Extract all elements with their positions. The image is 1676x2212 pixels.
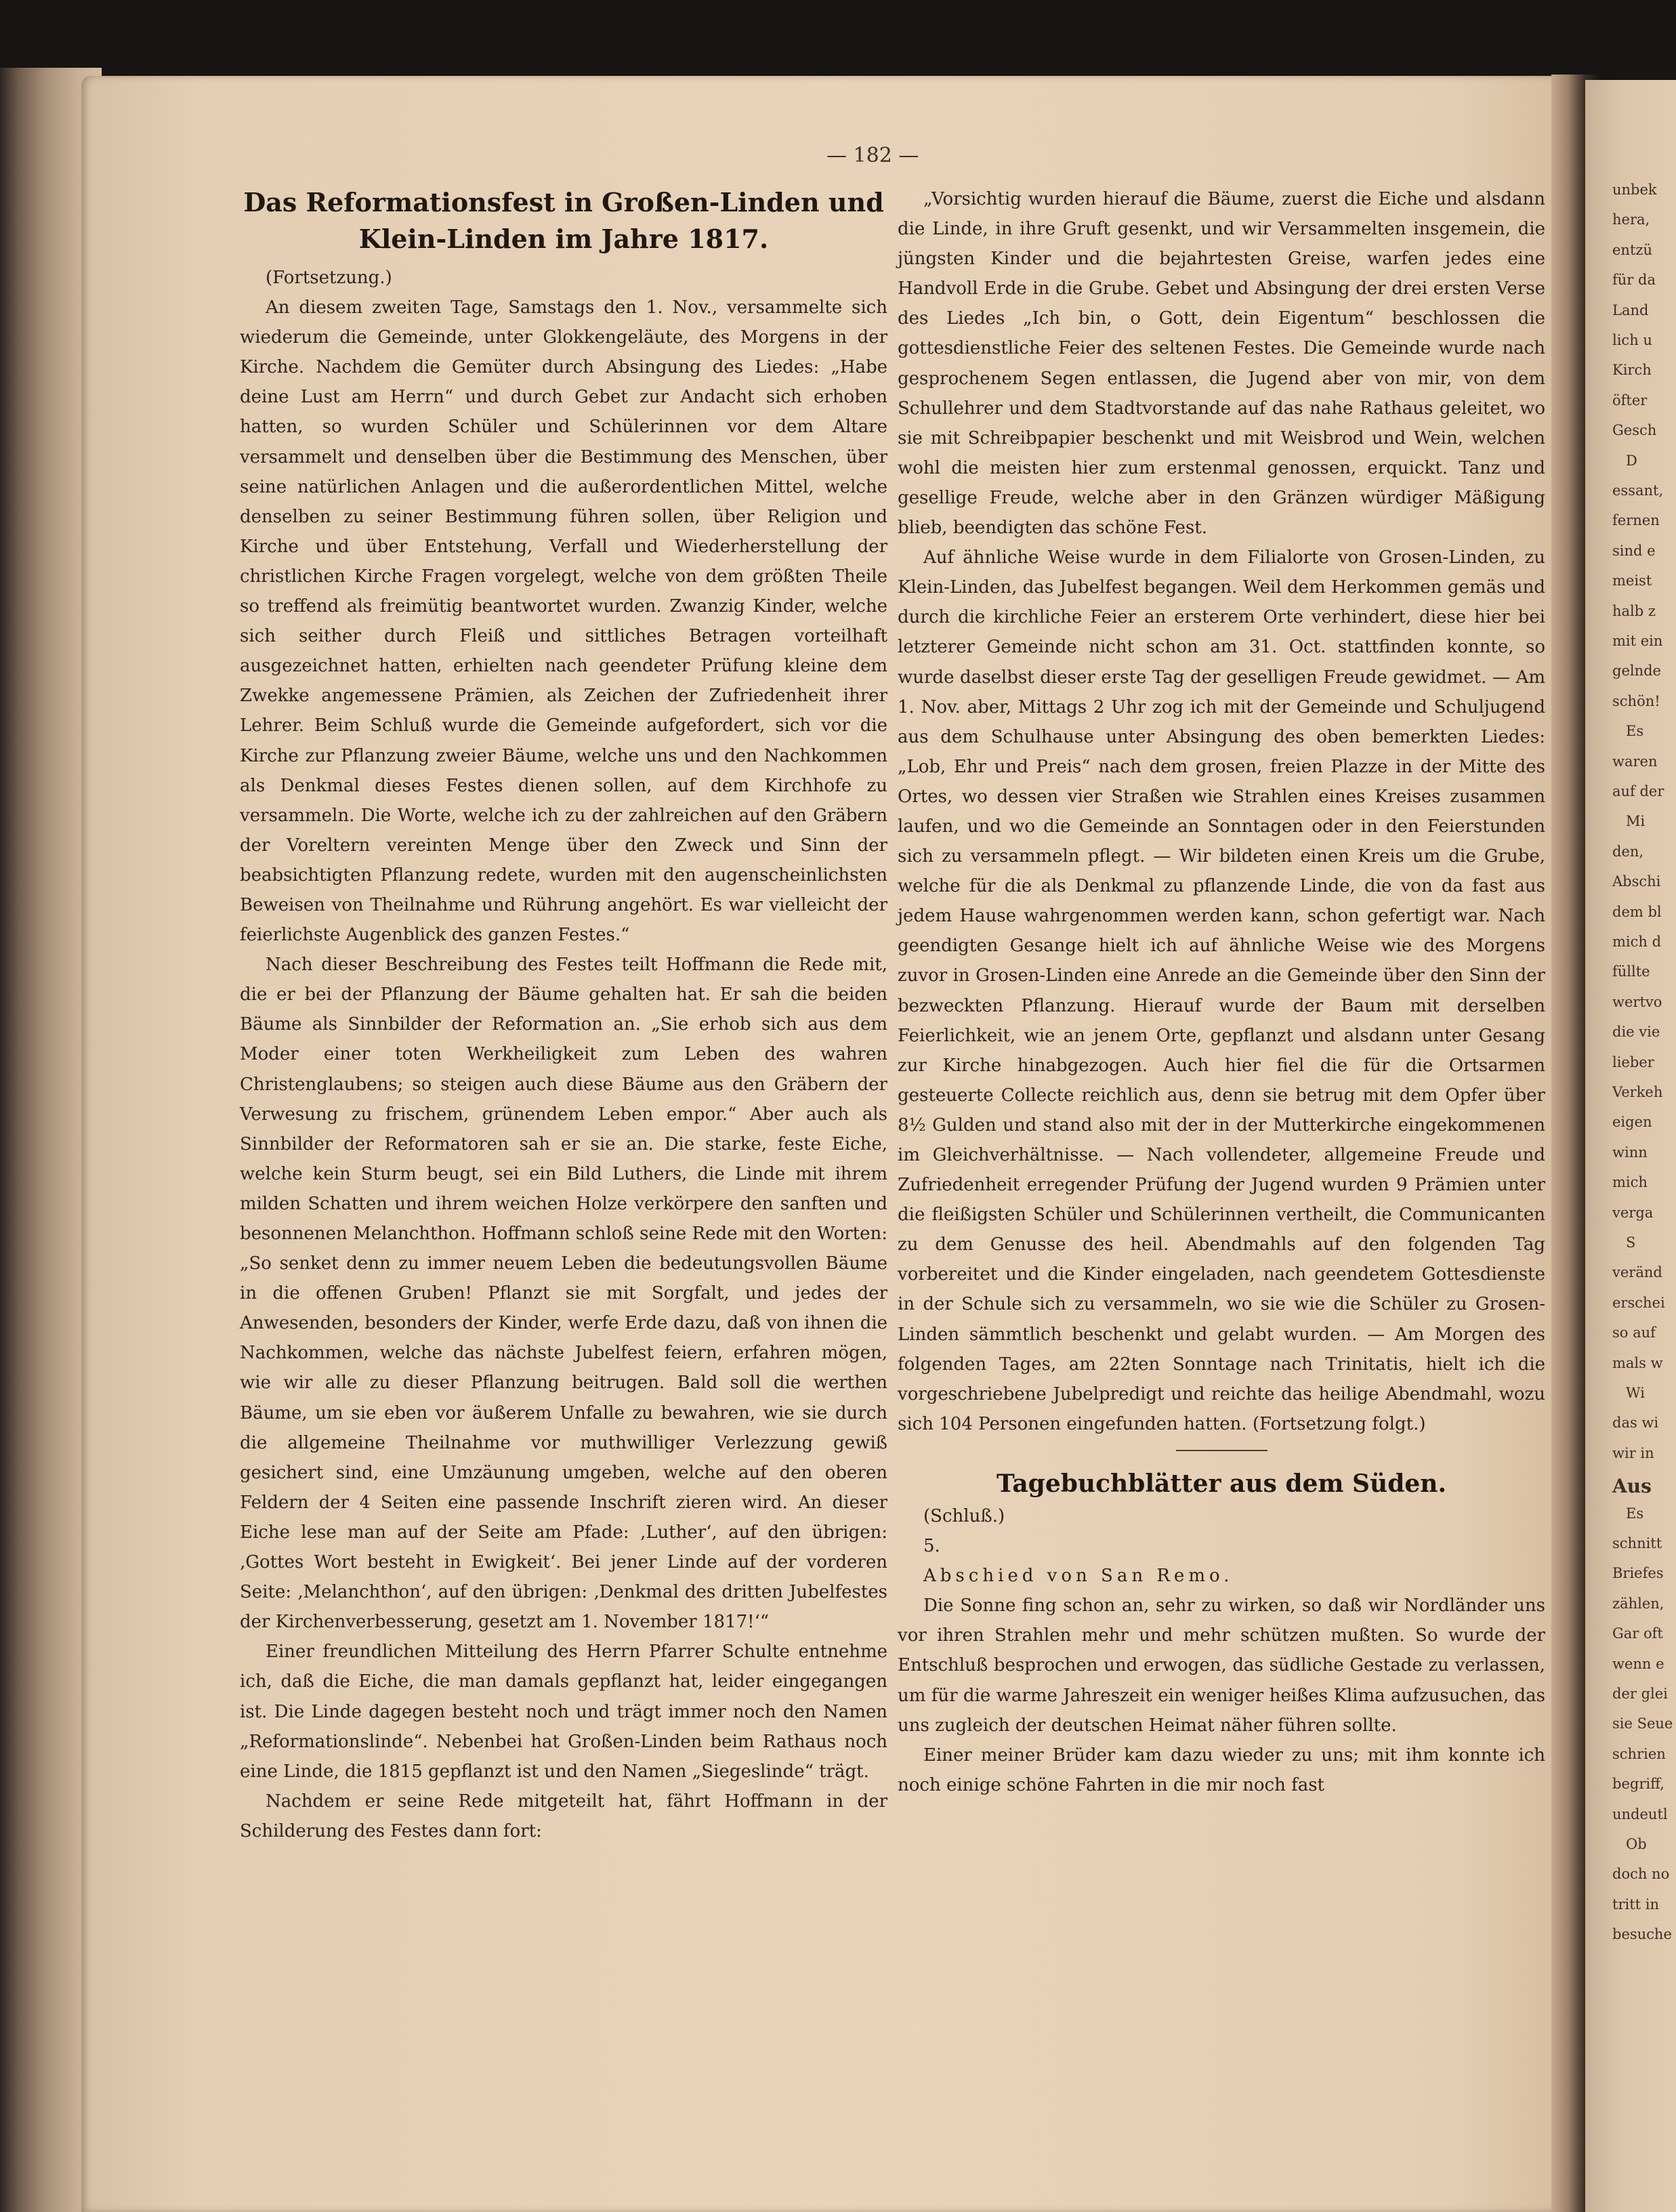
next-page-fragment: lieber [1612,1053,1654,1070]
next-page-fragment: verga [1612,1204,1654,1221]
paragraph: Nachdem er seine Rede mitgeteilt hat, fährt Hoffmann in der Schilderung des Festes dann fort: [240,1791,887,1841]
next-page-fragment: S [1626,1234,1636,1251]
next-page-fragment: Gar oft [1612,1625,1663,1642]
next-page-fragment: der glei [1612,1686,1668,1702]
paragraph: Auf ähnliche Weise wurde in dem Filialorte von Grosen-Linden, zu Klein-Linden, das Jubelfest begangen. Weil dem Herkommen gemäs und durch die kirchliche Feier an ersterem Orte verhindert, diese hier bei letzterer Gemeinde nicht schon am 31. Oct. stattfinden konnte, so wurde daselbst dieser erste Tag der geselligen Freude gewidmet. — Am 1. Nov. aber, Mittags 2 Uhr zog ich mit der Gemeinde und Schuljugend aus dem Schulhause unter Absingung des oben bemerkten Liedes: „Lob, Ehr und Preis“ nach dem grosen, freien Plazze in der Mitte des Ortes, wo dessen vier Straßen wie Strahlen eines Kreises zusammen laufen, und wo die Gemeinde an Sonntagen oder in den Feierstunden sich zu versammeln pflegt. — Wir bildeten einen Kreis um die Grube, welche für die als Denkmal zu pflanzende Linde, die von da fast aus jedem Hause wahrgenommen werden kann, schon gefertigt war. Nach geendigten Gesange hielt ich auf ähnliche Weise wie des Morgens zuvor in Grosen-Linden eine Anrede an die Gemeinde über den Sinn der bezweckten Pflanzung. Hierauf wurde der Baum mit derselben Feierlichkeit, wie an jenem Orte, gepflanzt und alsdann unter Gesang zur Kirche hinabgezogen. Auch hier fiel die für die Ortsarmen gesteuerte Collecte reichlich aus, denn sie betrug mit dem Opfer über 8½ Gulden und stand also mit der in der Mutterkirche eingekommenen im Gleichverhältnisse. — Nach vollendeter, allgemeine Freude und Zufriedenheit erregender Prüfung der Jugend wurden 9 Prämien unter die fleißigsten Schüler und Schülerinnen vertheilt, die Communicanten zu dem Genusse des heil. Abendmahls auf den folgenden Tag vorbereitet und die Kinder eingeladen, nach geendetem Gottesdienste in der Schule sich zu versammeln, wo sie wie die Schüler zu Grosen-Linden sämmtlich beschenkt und gelabt wurden. — Am Morgen des folgenden Tages, am 22ten Sonntage nach Trinitatis, hielt ich die vorgeschriebene Jubelpredigt und reichte das heilige Abendmahl, wozu sich 104 Personen eingefunden hatten. (Fortsetzung folgt.) [898,547,1545,1434]
section-divider [1176,1450,1268,1451]
next-page-fragment: begriff, [1612,1776,1664,1793]
next-page-fragment: sind e [1612,542,1656,559]
paragraph: An diesem zweiten Tage, Samstags den 1. Nov., versammelte sich wiederum die Gemeinde, unter Glokkengeläute, des Morgens in der Kirche. Nachdem die Gemüter durch Absingung des Liedes: „Habe deine Lust am Herrn“ und durch Gebet zur Andacht sich erhoben hatten, so wurden Schüler und Schülerinnen vor dem Altare versammelt und denselben über die Bestimmung des Menschen, über seine natürlichen Anlagen und die außerordentlichen Mittel, welche denselben zu seiner Bestimmung führen sollen, über Religion und Kirche und über Entstehung, Verfall und Wiederherstellung der christlichen Kirche Fragen vorgelegt, welche von dem größten Theile so treffend als freimütig beantwortet wurden. Zwanzig Kinder, welche sich seither durch Fleiß und sittliches Betragen vorteilhaft ausgezeichnet hatten, erhielten nach geendeter Prüfung kleine dem Zwekke angemessene Prämien, als Zeichen der Zufriedenheit ihrer Lehrer. Beim Schluß wurde die Gemeinde aufgefordert, sich vor die Kirche zur Pflanzung zweier Bäume, welche uns und den Nachkommen als Denkmal dieses Festes dienen sollen, auf dem Kirchhofe zu versammeln. Die Worte, welche ich zu der zahlreichen auf den Gräbern der Voreltern vereinten Menge über den Zweck und Sinn der beabsichtigten Pflanzung redete, wurden mit den augenscheinlichsten Beweisen von Theilnahme und Rührung angehört. Es war vielleicht der feierlichste Augenblick des ganzen Festes.“ [240,297,887,946]
next-page-fragment: wertvo [1612,993,1662,1010]
next-page-fragment: öfter [1612,392,1648,409]
section-title: Abschied von San Remo. [923,1566,1234,1587]
next-page-fragment: für da [1612,272,1656,289]
next-page-fragment: sie Seue [1612,1715,1673,1732]
next-page-fragment: schön! [1612,692,1660,709]
next-page-fragment: essant, [1612,482,1664,499]
next-page-fragment: mit ein [1612,633,1663,649]
next-page-fragment: hera, [1612,211,1650,228]
paragraph: Einer freundlichen Mitteilung des Herrn Pfarrer Schulte entnehme ich, daß die Eiche, die man damals gepflanzt hat, leider eingegangen ist. Die Linde dagegen besteht noch und trägt immer noch den Namen „Reformationslinde“. Nebenbei hat Großen-Linden beim Rathaus noch eine Linde, die 1815 gepflanzt ist und den Namen „Siegeslinde“ trägt. [240,1642,887,1782]
next-page-fragment: Abschi [1612,873,1661,890]
next-page-fragment: Kirch [1612,362,1652,379]
next-page-fragment: tritt in [1612,1896,1659,1913]
next-page-fragment: unbek [1612,182,1657,198]
next-page-fragment: Es [1626,723,1644,740]
next-page-fragment: Es [1626,1505,1644,1522]
paragraph: „Vorsichtig wurden hierauf die Bäume, zuerst die Eiche und alsdann die Linde, in ihre Gruft gesenkt, und wir Versammelten insgemein, die jüngsten Kinder und die bejahrtesten Greise, warfen jedes eine Handvoll Erde in die Grube. Gebet und Absingung der drei ersten Verse des Liedes „Ich bin, o Gott, dein Eigentum“ beschlossen die gottesdienstliche Feier des seltenen Festes. Die Gemeinde wurde nach gesprochenem Segen entlassen, die Jugend aber von mir, von dem Schullehrer und dem Stadtvorstande auf das nahe Rathaus geleitet, wo sie mit Schreibpapier beschenkt und mit Weisbrod und Wein, welchen wohl die meisten hier zum erstenmal genossen, erquickt. Tanz und gesellige Freude, welche aber in den Gränzen würdiger Mäßigung blieb, beendigten das schöne Fest. [898,189,1545,539]
next-page-fragment: Land [1612,301,1649,318]
paragraph: Die Sonne fing schon an, sehr zu wirken, so daß wir Nordländer uns vor ihren Strahlen mehr und mehr schützen mußten. So wurde der Entschluß besprochen und erwogen, das südliche Gestade zu verlassen, um für die warme Jahreszeit ein weniger heißes Klima aufzusuchen, das uns zugleich der deutschen Heimat näher führen sollte. [898,1595,1545,1736]
paragraph: Nach dieser Beschreibung des Festes teilt Hoffmann die Rede mit, die er bei der Pflanzung der Bäume gehalten hat. Er sah die beiden Bäume als Sinnbilder der Reformation an. „Sie erhob sich aus dem Moder einer toten Werkheiligkeit zum Leben des wahren Christenglaubens; so steigen auch diese Bäume aus den Gräbern der Verwesung zu frischem, grünendem Leben empor.“ Aber auch als Sinnbilder der Reformatoren sah er sie an. Die starke, feste Eiche, welche kein Sturm beugt, sei ein Bild Luthers, die Linde mit ihrem milden Schatten und ihrem weichen Holze verkörpere den sanften und besonnenen Melanchthon. Hoffmann schloß seine Rede mit den Worten: „So senket denn zu immer neuem Leben die bedeutungsvollen Bäume in die offenen Gruben! Pflanzt sie mit Sorgfalt, und jedes der Anwesenden, besonders der Kinder, werfe Erde dazu, daß von ihnen die Nachkommen, welche das nächste Jubelfest feiern, erfahren mögen, wie wir alle zu dieser Pflanzung beitrugen. Bald soll die werthen Bäume, um sie eben vor äußerem Unfalle zu bewahren, wie sie durch die allgemeine Theilnahme vor muthwilliger Verlezzung gewiß gesichert sind, eine Umzäunung umgeben, welche auf den oberen Feldern der 4 Seiten eine passende Inschrift zieren wird. An dieser Eiche lese man auf der Seite am Pfade: ‚Luther‘, auf den übrigen: ‚Gottes Wort besteht in Ewigkeit‘. Bei jener Linde auf der vorderen Seite: ‚Melanchthon‘, auf den übrigen: ‚Denkmal des dritten Jubelfestes der Kirchenverbesserung, gesetzt am 1. November 1817!‘“ [240,955,887,1633]
next-page-fragment: schnitt [1612,1535,1662,1551]
next-page-fragment: D [1626,452,1637,469]
next-page-fragment: Mi [1626,813,1646,830]
next-page-fragment: mich [1612,1174,1648,1191]
next-page-fragment: füllte [1612,963,1650,980]
next-page-fragment: zählen, [1612,1595,1664,1612]
next-page-fragment: wenn e [1612,1655,1664,1672]
article-subtitle: (Fortsetzung.) [266,268,392,288]
next-page-fragment: winn [1612,1144,1648,1161]
next-page-fragment: wir in [1612,1444,1654,1461]
next-page-fragment: das wi [1612,1415,1659,1432]
next-page-fragment: Aus [1612,1475,1652,1498]
article-title: Das Reformationsfest in Großen-Linden und Klein-Linden im Jahre 1817. [243,187,884,254]
next-page-fragment: eigen [1612,1114,1652,1131]
next-page-fragment: schrien [1612,1745,1666,1762]
next-page-fragment: mich d [1612,934,1662,950]
right-column [898,184,1545,1800]
second-article-title: Tagebuchblätter aus dem Süden. [997,1469,1446,1498]
next-page-fragment: undeutl [1612,1806,1668,1822]
next-page-fragment: entzü [1612,241,1652,258]
next-page-fragment: auf der [1612,783,1664,799]
paragraph: Einer meiner Brüder kam dazu wieder zu uns; mit ihm konnte ich noch einige schöne Fahrten in die mir noch fast [898,1745,1545,1795]
next-page-fragment: erschei [1612,1294,1665,1311]
chapter-number: 5. [923,1536,940,1557]
next-page-fragment: lich u [1612,332,1652,348]
next-page-fragment: Ob [1626,1836,1647,1852]
next-page-fragment: Gesch [1612,422,1657,439]
second-article-subtitle: (Schluß.) [923,1505,1005,1526]
next-page-fragment: halb z [1612,602,1656,619]
next-page-fragment: fernen [1612,512,1660,529]
next-page-fragment: mals w [1612,1354,1663,1371]
next-page-fragment: doch no [1612,1866,1670,1883]
next-page-fragment: die vie [1612,1024,1660,1041]
next-page-fragment: gelnde [1612,663,1661,680]
next-page-fragment: so auf [1612,1324,1656,1341]
left-column [240,184,887,1846]
next-page-fragment: besuche [1612,1926,1672,1943]
next-page-fragment: dem bl [1612,903,1662,920]
next-page-fragment: Verkeh [1612,1084,1663,1100]
next-page-fragment: meist [1612,572,1652,589]
next-page-fragment: veränd [1612,1264,1662,1281]
next-page-fragment: den, [1612,843,1644,860]
next-page-fragment: Wi [1626,1385,1645,1401]
page-number: — 182 — [826,144,919,167]
next-page-fragment: Briefes [1612,1565,1664,1582]
next-page-fragment: waren [1612,753,1658,770]
